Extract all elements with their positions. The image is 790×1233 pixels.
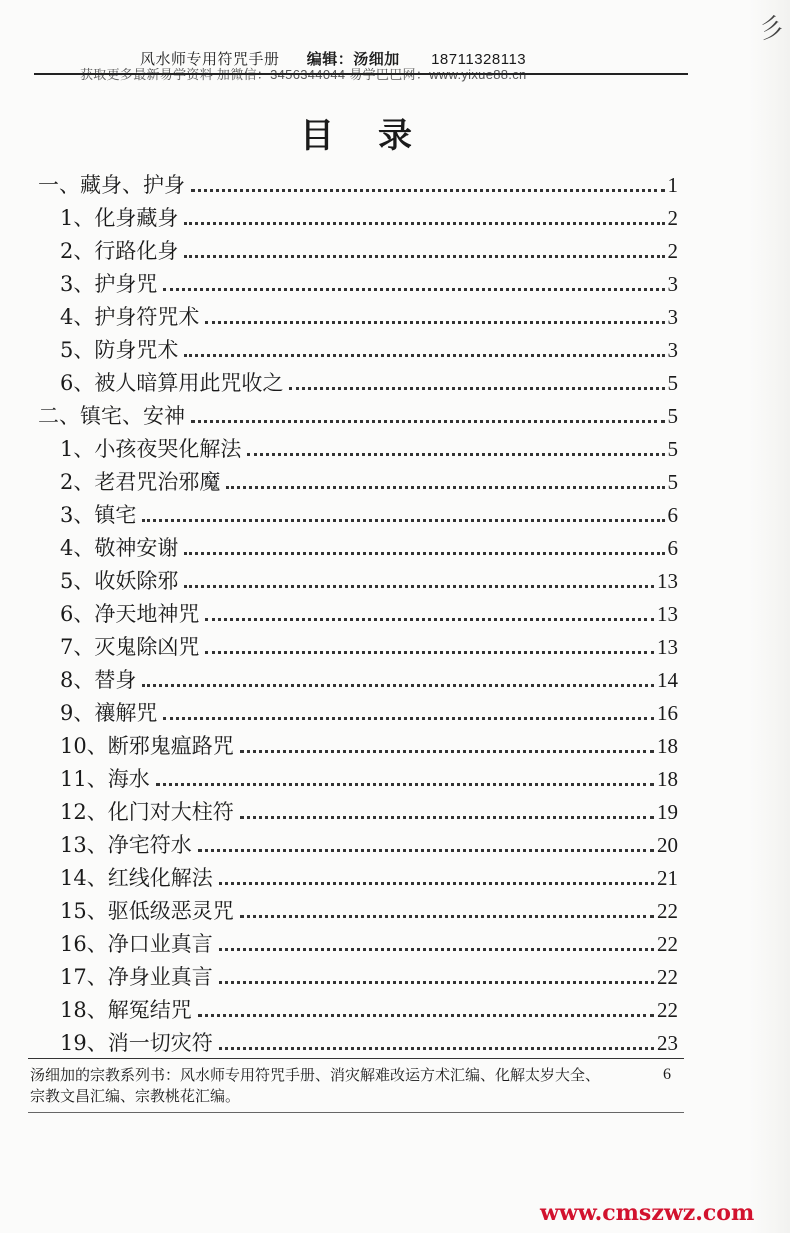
toc-dot-leader: [219, 1047, 654, 1050]
toc-dot-leader: [205, 618, 654, 621]
toc-page-number: 22: [657, 899, 678, 923]
toc-entry-row[interactable]: [60, 661, 678, 693]
toc-page-number: 13: [657, 602, 678, 626]
toc-page-number: 13: [657, 569, 678, 593]
toc-entry-row[interactable]: [60, 562, 678, 594]
toc-entry-row[interactable]: [60, 595, 678, 627]
toc-entry-label: 5、防身咒术: [60, 338, 179, 362]
toc-entry-label: 15、驱低级恶灵咒: [60, 899, 234, 923]
toc-entry-row[interactable]: [60, 529, 678, 561]
toc-dot-leader: [184, 222, 664, 225]
toc-dot-leader: [240, 915, 654, 918]
toc-entry-label: 6、净天地神咒: [60, 602, 200, 626]
toc-page-number: 6: [667, 536, 678, 560]
toc-page-number: 20: [657, 833, 678, 857]
toc-dot-leader: [240, 816, 654, 819]
toc-dot-leader: [219, 981, 654, 984]
footer-page-number: 6: [663, 1066, 671, 1083]
toc-dot-leader: [219, 882, 654, 885]
toc-entry-row[interactable]: [60, 694, 678, 726]
toc-dot-leader: [191, 420, 665, 423]
toc-page-number: 3: [667, 305, 678, 329]
toc-entry-label: 4、敬神安谢: [60, 536, 179, 560]
toc-dot-leader: [226, 486, 664, 489]
toc-page-number: 18: [657, 767, 678, 791]
toc-dot-leader: [156, 783, 654, 786]
toc-entry-row[interactable]: [60, 793, 678, 825]
toc-page-number: 3: [667, 272, 678, 296]
toc-entry-label: 7、灭鬼除凶咒: [60, 635, 200, 659]
toc-entry-row[interactable]: [60, 298, 678, 330]
toc-page-number: 14: [657, 668, 678, 692]
toc-entry-row[interactable]: [60, 199, 678, 231]
footer-divider: [28, 1058, 684, 1059]
footer-bottom-divider: [28, 1112, 684, 1113]
toc-page-number: 16: [657, 701, 678, 725]
toc-dot-leader: [163, 288, 664, 291]
toc-dot-leader: [198, 849, 654, 852]
toc-page-number: 22: [657, 998, 678, 1022]
toc-entry-row[interactable]: [60, 628, 678, 660]
toc-entry-label: 5、收妖除邪: [60, 569, 179, 593]
toc-entry-label: 2、行路化身: [60, 239, 179, 263]
toc-entry-row[interactable]: [60, 892, 678, 924]
toc-entry-row[interactable]: [60, 331, 678, 363]
toc-dot-leader: [219, 948, 654, 951]
toc-entry-label: 2、老君咒治邪魔: [60, 470, 221, 494]
toc-entry-row[interactable]: [60, 958, 678, 990]
toc-dot-leader: [289, 387, 664, 390]
toc-entry-row[interactable]: [60, 826, 678, 858]
toc-entry-label: 二、镇宅、安神: [38, 404, 185, 428]
toc-entry-label: 14、红线化解法: [60, 866, 213, 890]
toc-entry-row[interactable]: [60, 727, 678, 759]
toc-dot-leader: [142, 684, 654, 687]
toc-dot-leader: [205, 321, 664, 324]
toc-dot-leader: [247, 453, 664, 456]
toc-entry-row[interactable]: [60, 232, 678, 264]
toc-page-number: 3: [667, 338, 678, 362]
toc-entry-label: 9、禳解咒: [60, 701, 158, 725]
book-title: 风水师专用符咒手册: [140, 50, 280, 68]
scan-edge-shadow: [750, 0, 790, 1233]
site-watermark: www.cmszwz.com: [540, 1200, 755, 1226]
toc-entry-label: 18、解冤结咒: [60, 998, 192, 1022]
toc-entry-label: 17、净身业真言: [60, 965, 213, 989]
toc-page-number: 19: [657, 800, 678, 824]
toc-entry-label: 16、净口业真言: [60, 932, 213, 956]
toc-entry-label: 10、断邪鬼瘟路咒: [60, 734, 234, 758]
page-title: 目录: [300, 116, 456, 156]
toc-page-number: 2: [667, 206, 678, 230]
toc-section-row[interactable]: [38, 166, 678, 198]
toc-dot-leader: [205, 651, 654, 654]
toc-page-number: 5: [667, 437, 678, 461]
toc-entry-row[interactable]: [60, 463, 678, 495]
toc-dot-leader: [184, 255, 664, 258]
toc-page-number: 23: [657, 1031, 678, 1055]
toc-dot-leader: [184, 585, 654, 588]
toc-page-number: 5: [667, 470, 678, 494]
toc-dot-leader: [184, 354, 664, 357]
toc-dot-leader: [184, 552, 664, 555]
toc-entry-label: 13、净宅符水: [60, 833, 192, 857]
toc-page-number: 22: [657, 932, 678, 956]
toc-entry-label: 6、被人暗算用此咒收之: [60, 371, 284, 395]
toc-entry-row[interactable]: [60, 1024, 678, 1056]
footer-series-text: 汤细加的宗教系列书：风水师专用符咒手册、消灾解难改运方术汇编、化解太岁大全、宗教文昌汇编、宗教桃花汇编。: [30, 1068, 601, 1105]
toc-dot-leader: [142, 519, 664, 522]
scan-smudge-icon: 彡: [756, 12, 787, 46]
toc-entry-row[interactable]: [60, 265, 678, 297]
toc-page-number: 2: [667, 239, 678, 263]
toc-entry-label: 1、化身藏身: [60, 206, 179, 230]
toc-entry-row[interactable]: [60, 991, 678, 1023]
editor-phone: 18711328113: [431, 51, 527, 68]
toc-entry-label: 8、替身: [60, 668, 137, 692]
editor-label: 编辑：汤细加: [306, 50, 400, 68]
toc-entry-row[interactable]: [60, 364, 678, 396]
toc-page-number: 5: [667, 404, 678, 428]
toc-entry-label: 19、消一切灾符: [60, 1031, 213, 1055]
toc-page-number: 1: [667, 173, 678, 197]
toc-page-number: 22: [657, 965, 678, 989]
toc-dot-leader: [198, 1014, 654, 1017]
toc-entry-label: 一、藏身、护身: [38, 173, 185, 197]
toc-entry-row[interactable]: [60, 496, 678, 528]
toc-entry-row[interactable]: [60, 925, 678, 957]
toc-entry-row[interactable]: [60, 430, 678, 462]
toc-section-row[interactable]: [38, 397, 678, 429]
toc-dot-leader: [191, 189, 665, 192]
toc-dot-leader: [163, 717, 654, 720]
toc-entry-label: 1、小孩夜哭化解法: [60, 437, 242, 461]
toc-entry-row[interactable]: [60, 859, 678, 891]
toc-page-number: 13: [657, 635, 678, 659]
toc-entry-row[interactable]: [60, 760, 678, 792]
toc-page-number: 21: [657, 866, 678, 890]
toc-entry-label: 11、海水: [60, 767, 150, 791]
toc-page-number: 6: [667, 503, 678, 527]
toc-dot-leader: [240, 750, 654, 753]
toc-entry-label: 3、镇宅: [60, 503, 137, 527]
toc-entry-label: 4、护身符咒术: [60, 305, 200, 329]
toc-entry-label: 3、护身咒: [60, 272, 158, 296]
toc-entry-label: 12、化门对大柱符: [60, 800, 234, 824]
toc-page-number: 5: [667, 371, 678, 395]
toc-page-number: 18: [657, 734, 678, 758]
